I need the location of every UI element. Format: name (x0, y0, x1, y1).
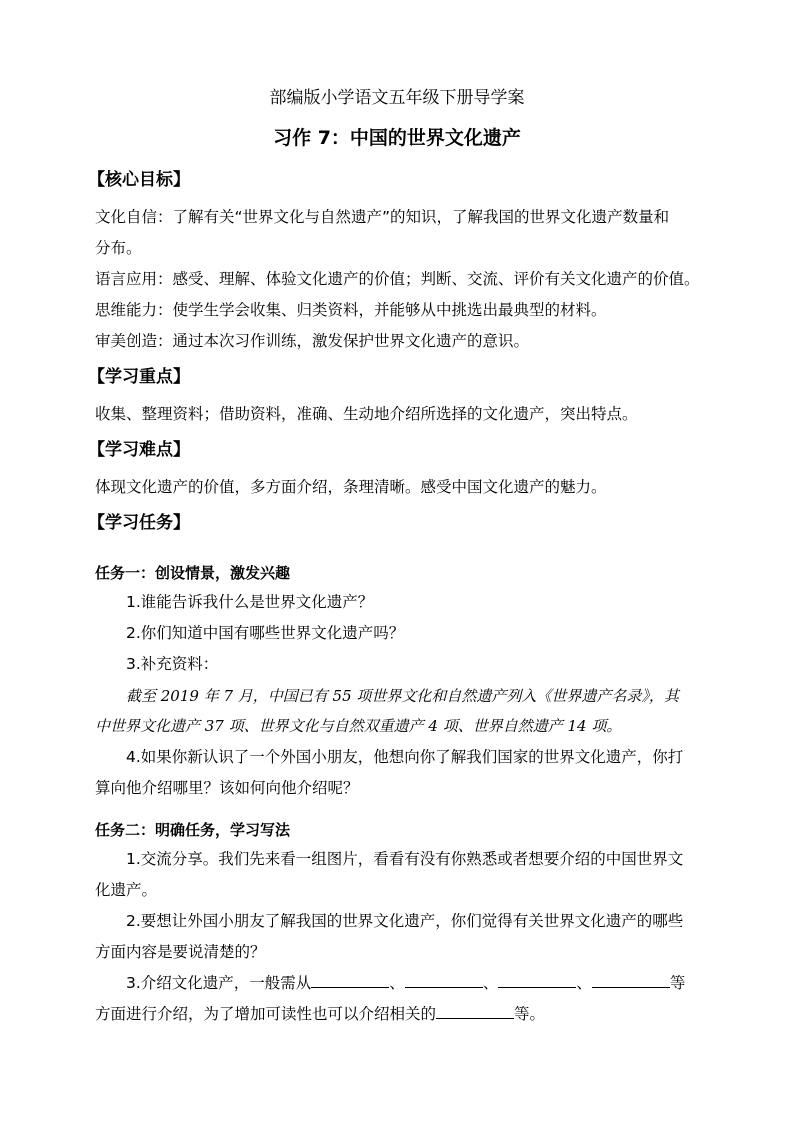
task2-item: 1.交流分享。我们先来看一组图片，看看有没有你熟悉或者想要介绍的中国世界文 (126, 850, 684, 868)
fill-in-suffix: 等。 (514, 1005, 546, 1023)
section-heading-difficulty: 【学习难点】 (88, 440, 190, 460)
task1-item: 4.如果你新认识了一个外国小朋友，他想向你了解我们国家的世界文化遗产，你打 (126, 748, 684, 766)
task2-item: 2.要想让外国小朋友了解我国的世界文化遗产，你们觉得有关世界文化遗产的哪些 (126, 912, 684, 930)
task1-heading: 任务一：创设情景，激发兴趣 (95, 564, 291, 582)
separator: 、 (389, 974, 405, 992)
separator: 、 (482, 974, 499, 992)
goals-text-line: 文化自信：了解有关“世界文化与自然遗产”的知识，了解我国的世界文化遗产数量和 (95, 208, 670, 226)
fill-in-prefix: 方面进行介绍，为了增加可读性也可以介绍相关的 (95, 1005, 437, 1023)
task1-quote-line: 截至 2019 年 7 月，中国已有 55 项世界文化和自然遗产列入《世界遗产名录》，其 (126, 687, 679, 705)
task2-item-continued: 方面内容是要说清楚的？ (95, 943, 266, 961)
task2-fill-in-line-continued (95, 1004, 545, 1024)
document-header: 部编版小学语文五年级下册导学案 (269, 88, 525, 108)
fill-in-suffix: 等 (669, 974, 686, 992)
answer-blank[interactable] (405, 973, 483, 988)
answer-blank[interactable] (311, 973, 389, 988)
task1-quote-line: 中世界文化遗产 37 项、世界文化与自然双重遗产 4 项、世界自然遗产 14 项。 (95, 717, 622, 735)
goals-text-line: 分布。 (95, 239, 142, 257)
goals-text-line: 审美创造：通过本次习作训练，激发保护世界文化遗产的意识。 (95, 332, 530, 350)
task1-item: 3.补充资料： (126, 655, 219, 673)
goals-text-line: 语言应用：感受、理解、体验文化遗产的价值；判断、交流、评价有关文化遗产的价值。 (95, 270, 700, 288)
section-heading-tasks: 【学习任务】 (88, 513, 190, 533)
task1-item-continued: 算向他介绍哪里？该如何向他介绍呢？ (95, 779, 359, 797)
focus-text-line: 收集、整理资料；借助资料，准确、生动地介绍所选择的文化遗产，突出特点。 (95, 405, 638, 423)
fill-in-prefix: 3.介绍文化遗产，一般需从 (126, 974, 312, 992)
section-heading-focus: 【学习重点】 (88, 367, 190, 387)
task2-item-continued: 化遗产。 (95, 881, 158, 899)
task1-item: 2.你们知道中国有哪些世界文化遗产吗？ (126, 624, 405, 642)
answer-blank[interactable] (592, 973, 670, 988)
answer-blank[interactable] (498, 973, 576, 988)
task2-fill-in-line (126, 973, 685, 993)
separator: 、 (576, 974, 592, 992)
page-title: 习作 7：中国的世界文化遗产 (273, 127, 521, 149)
goals-text-line: 思维能力：使学生学会收集、归类资料，并能够从中挑选出最典型的材料。 (95, 301, 607, 319)
answer-blank[interactable] (436, 1004, 514, 1019)
section-heading-goals: 【核心目标】 (88, 170, 190, 190)
task2-heading: 任务二：明确任务，学习写法 (95, 821, 291, 839)
difficulty-text-line: 体现文化遗产的价值，多方面介绍，条理清晰。感受中国文化遗产的魅力。 (95, 478, 607, 496)
task1-item: 1.谁能告诉我什么是世界文化遗产？ (126, 593, 374, 611)
